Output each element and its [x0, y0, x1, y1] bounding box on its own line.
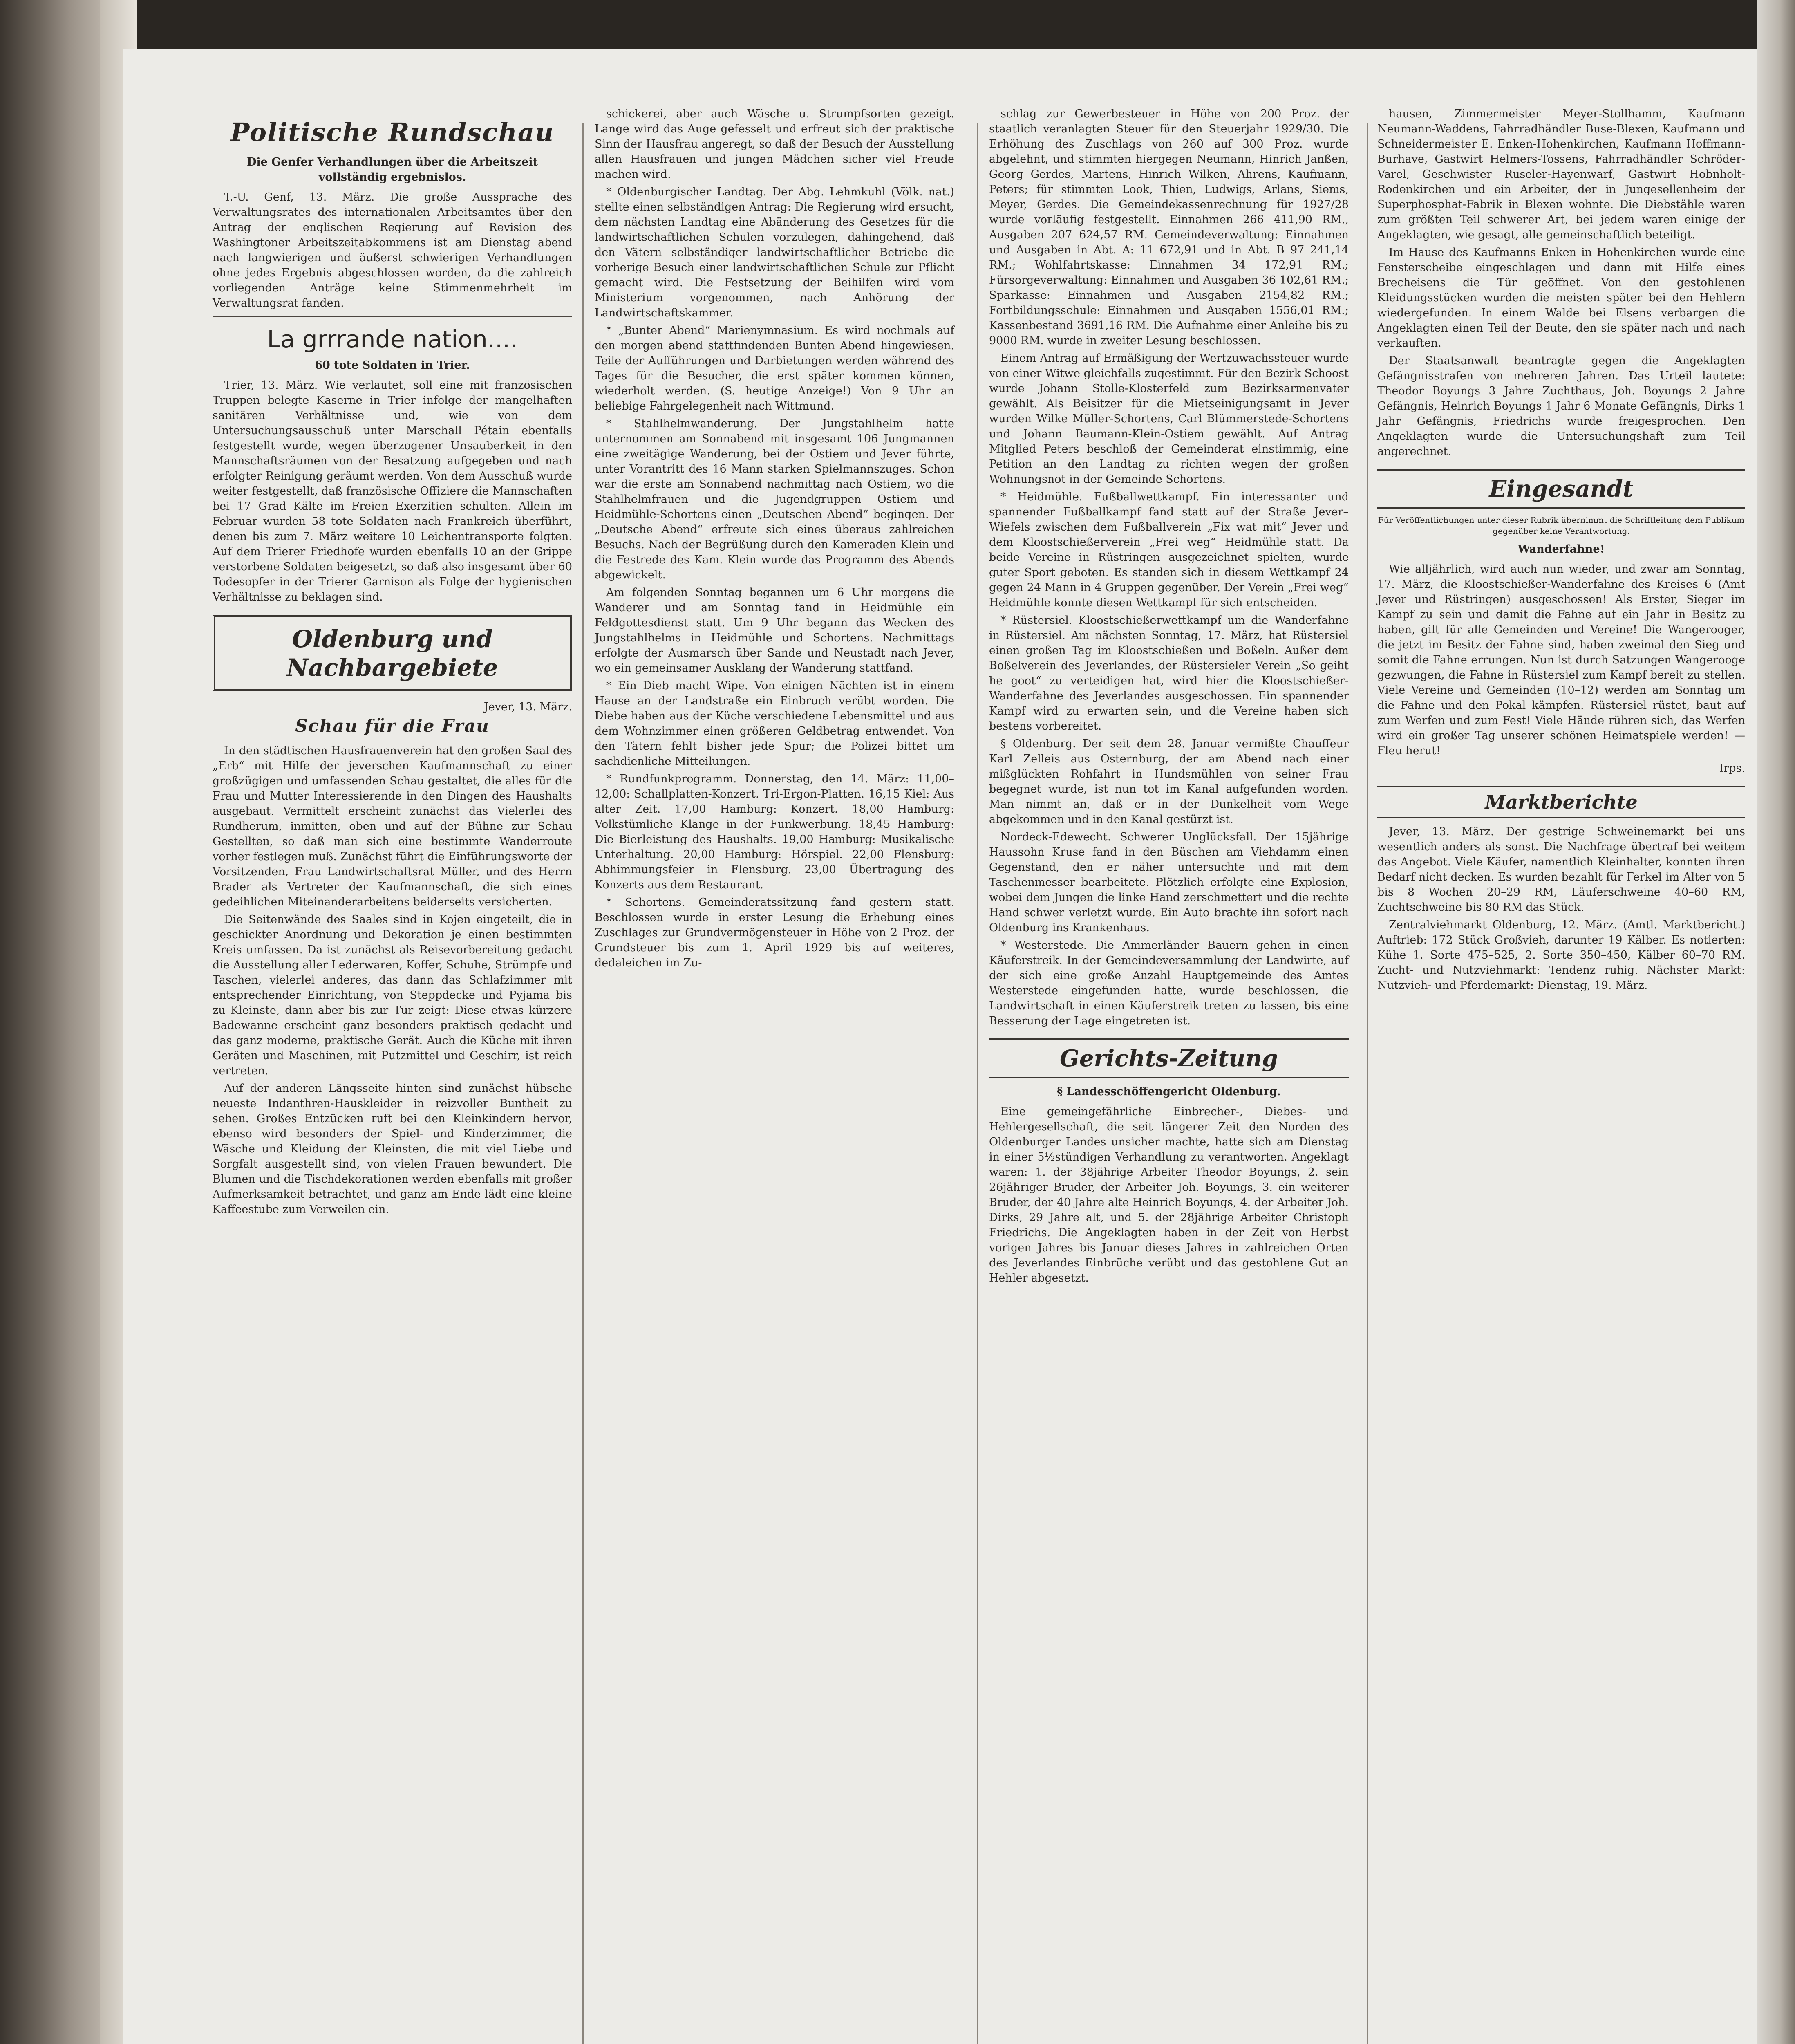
article-text: hausen, Zimmermeister Meyer-Stollhamm, Kaufmann Neumann-Waddens, Fahrradhändler Buse-Blexen, Kaufmann und Schneidermeister E. Enken-Hohenkirchen, Kaufmann Hoffmann-Burhave, Gastwirt Helmers-Tossens, Fahrradhändler Schröder-Varel, Geschwister Ruseler-Hayenwarf, Gastwirt Hobnholt-Rodenkirchen und ein Arbeiter, der in Jungesellenheim der Superphosphat-Fabrik in Blexen wohnte. Die Diebstähle waren zum größten Teil schwerer Art, bei jedem waren einige der Angeklagten, wie gesagt, alle gemeinschaftlich beteiligt. [1377, 108, 1745, 241]
page-right-edge [1757, 0, 1795, 2044]
article-text: schlag zur Gewerbesteuer in Höhe von 200 Proz. der staatlich veranlagten Steuer für den Steuerjahr 1929/30. Die Erhöhung des Zuschlags von 260 auf 300 Proz. wurde abgelehnt, und stimmten hiergegen Neumann, Hinrich Janßen, Georg Gerdes, Martens, Hinrich Wilken, Ahrens, Kaufmann, Peters; für stimmten Look, Thien, Ludwigs, Arlans, Siems, Meyer, Gerdes. Die Gemeindekassenrechnung für 1927/28 wurde vorläufig festgestellt. Einnahmen 266 411,90 RM., Ausgaben 207 624,57 RM. Gemeindeverwaltung: Einnahmen und Ausgaben in Abt. A: 11 672,91 und in Abt. B 97 241,14 RM.; Wohlfahrtskasse: Einnahmen 34 172,91 RM.; Fürsorgeverwaltung: Einnahmen und Ausgaben 36 102,61 RM.; Sparkasse: Einnahmen und Ausgaben 2154,82 RM.; Fortbildungsschule: Einnahmen und Ausgaben 1556,01 RM.; Kassenbestand 3691,16 RM. Die Aufnahme einer Anleihe bis zu 9000 RM. wurde in zweiter Lesung beschlossen. [989, 108, 1349, 347]
article-unglueck: Nordeck-Edewecht. Schwerer Unglücksfall. Der 15jährige Haussohn Kruse fand in den Büschen am Viehdamm einen Gegenstand, den er näher untersuchte und mit dem Taschenmesser bearbeitete. Plötzlich erfolgte eine Explosion, wobei dem Jungen die linke Hand zerschmettert und die rechte Hand schwer verletzt wurde. Ein Auto brachte ihn sofort nach Oldenburg ins Krankenhaus. [989, 831, 1349, 934]
article-westerstede: * Westerstede. Die Ammerländer Bauern gehen in einen Käuferstreik. In der Gemeindeversammlung der Landwirte, auf der sich eine große Anzahl Hauptgemeinde des Amtes Westerstede eingefunden hatte, wurde beschlossen, die Landwirtschaft in einen Käuferstreik treten zu lassen, bis eine Besserung der Lage eingetreten ist. [989, 939, 1349, 1027]
article-text: Im Hause des Kaufmanns Enken in Hohenkirchen wurde eine Fensterscheibe eingeschlagen und dann mit Hilfe eines Brecheisens die Tür geöffnet. Von den gestohlenen Kleidungsstücken wurden die meisten später bei den Hehlern wiedergefunden. In einem Walde bei Elsens verbargen die Angeklagten einen Teil der Beute, den sie später nach und nach verkauften. [1377, 246, 1745, 350]
markt-article: Zentralviehmarkt Oldenburg, 12. März. (Amtl. Marktbericht.) Auftrieb: 172 Stück Großvieh, darunter 19 Kälber. Es notierten: Kühe 1. Sorte 475–525, 2. Sorte 350–450, Kälber 60–70 RM. Zucht- und Nutzviehmarkt: Tendenz ruhig. Nächster Markt: Nutzvieh- und Pferdemarkt: Dienstag, 19. März. [1377, 919, 1745, 992]
column-divider [582, 123, 584, 2044]
article-schortens: * Schortens. Gemeinderatssitzung fand gestern statt. Beschlossen wurde in erster Lesung die Erhebung eines Zuschlages zur Grundvermögensteuer in Höhe von 2 Proz. der Grundsteuer bis zum 1. April 1929 bis auf weiteres, dedaleichen im Zu- [595, 896, 954, 969]
frau-heading: Schau für die Frau [295, 716, 490, 736]
oldenburg-section-box: Oldenburg und Nachbargebiete [213, 615, 572, 691]
column-4 [1377, 106, 1745, 995]
column-2 [595, 106, 954, 973]
article-stahlhelm: * Stahlhelmwanderung. Der Jungstahlhelm hatte unternommen am Sonnabend mit insgesamt 106 Jungmannen eine zweitägige Wanderung, bei der Ostiem und Jever führte, unter Vorantritt des 16 Mann starken Spielmannszuges. Schon war die erste am Sonnabend nachmittag nach Ostiem, wo die Stahlhelmfrauen und die Jugendgruppen Ostiem und Heidmühle-Schortens einen „Deutschen Abend“ begingen. Der „Deutsche Abend“ erfreute sich eines überaus zahlreichen Besuchs. Nach der Begrüßung durch den Kameraden Klein und die Festrede des Kam. Klein wurde das Programm des Abends abgewickelt. [595, 417, 954, 581]
column-1 [213, 106, 572, 1219]
signature: Irps. [1719, 762, 1745, 775]
gericht-heading: Gerichts-Zeitung [989, 1038, 1349, 1078]
geneva-heading: Die Genfer Verhandlungen über die Arbeitszeit vollständig ergebnislos. [246, 156, 538, 184]
gericht-article: Eine gemeingefährliche Einbrecher-, Diebes- und Hehlergesellschaft, die seit längerer Zeit den Norden des Oldenburger Landes unsicher machte, hatte sich am Dienstag in einer 5½stündigen Verhandlung zu verantworten. Angeklagt waren: 1. der 38jährige Arbeiter Theodor Boyungs, 2. sein 26jähriger Bruder, der Arbeiter Joh. Boyungs, 3. ein weiterer Bruder, der 40 Jahre alte Heinrich Boyungs, 4. der Arbeiter Joh. Dirks, 29 Jahre alt, und 5. der 28jährige Arbeiter Christoph Friedrichs. Die Angeklagten haben in der Zeit von Herbst vorigen Jahres bis Januar dieses Jahres in zahlreichen Orten des Jeverlandes Einbrüche verübt und das gestohlene Gut an Hehler abgesetzt. [989, 1105, 1349, 1284]
eingesandt-note: Für Veröffentlichungen unter dieser Rubrik übernimmt die Schriftleitung dem Publikum gegenüber keine Verantwortung. [1378, 515, 1745, 536]
article-fussball: * Heidmühle. Fußballwettkampf. Ein interessanter und spannender Fußballkampf fand statt auf der Straße Jever–Wiefels zwischen dem Fußballverein „Fix wat mit“ Jever und dem Kloostschießerverein „Frei weg“ Heidmühle statt. Da beide Vereine in Rüstringen ausgezeichnet spielten, wurde guter Sport geboten. Es standen sich in diesem Wettkampf 24 gegen 24 Mann in 4 Gruppen gegenüber. Der Verein „Frei weg“ Heidmühle konnte diesen Wettkampf für sich entscheiden. [989, 491, 1349, 609]
eingesandt-text: Wie alljährlich, wird auch nun wieder, und zwar am Sonntag, 17. März, die Kloostschießer-Wanderfahne des Kreises 6 (Amt Jever und Rüstringen) ausgeschossen! Als Erster, Sieger im Kampf zu sein und damit die Fahne auf ein Jahr in Besitz zu haben, gilt für alle Gemeinden und Vereine! Die Wangerooger, die jetzt im Besitz der Fahne sind, haben zweimal den Sieg und somit die Fahne errungen. Nun ist durch Satzungen Wangerooge gezwungen, die Fahne in Rüstersiel zum Kampf bereit zu stellen. Viele Vereine und Gemeinden (10–12) werden am Sonntag um die Fahne und den Pokal kämpfen. Rüstersiel rüstet, baut auf zum Werfen und zum Fest! Viele Hände rühren sich, das Werfen wird ein großer Tag unserer schönen Heimatspiele werden! — Fleu herut! [1377, 563, 1745, 757]
dateline: Jever, 13. März. [483, 701, 572, 713]
article-rundfunk: * Rundfunkprogramm. Donnerstag, den 14. März: 11,00–12,00: Schallplatten-Konzert. Tri-Ergon-Platten. 16,15 Kiel: Aus alter Zeit. 17,00 Hamburg: Konzert. 18,00 Hamburg: Volkstümliche Klänge in der Funkwerbung. 18,45 Hamburg: Die Bierleistung des Haushalts. 19,00 Hamburg: Musikalische Unterhaltung. 20,00 Hamburg: Hörspiel. 22,00 Flensburg: Abhimmungsfeier in Flensburg. 23,00 Übertragung des Konzerts aus dem Restaurant. [595, 773, 954, 891]
book-binding-edge [0, 0, 100, 2044]
trier-subheading: 60 tote Soldaten in Trier. [315, 359, 470, 372]
article-text: schickerei, aber auch Wäsche u. Strumpfsorten gezeigt. Lange wird das Auge gefesselt und erfreut sich der praktische Sinn der Hausfrau angeregt, so daß der Besuch der Ausstellung allen Hausfrauen und jungen Mädchen sicher viel Freude machen wird. [595, 108, 954, 181]
article-stahlhelm-2: Am folgenden Sonntag begannen um 6 Uhr morgens die Wanderer und am Sonntag fand in Heidmühle ein Feldgottesdienst statt. Um 9 Uhr begann das Wecken des Jungstahlhelms in Heidmühle und Schortens. Nachmittags erfolgte der Ausmarsch über Sande und Neustadt nach Jever, wo ein gemeinsamer Ausklang der Wanderung stattfand. [595, 586, 954, 675]
column-divider [1367, 123, 1368, 2044]
gericht-subheading: § Landesschöffengericht Oldenburg. [1056, 1085, 1281, 1098]
markt-article: Jever, 13. März. Der gestrige Schweinemarkt bei uns wesentlich anders als sonst. Die Nachfrage übertraf bei weitem das Angebot. Viele Käufer, namentlich Kleinhalter, konnten ihren Bedarf nicht decken. Es wurden bezahlt für Ferkel im Alter von 5 bis 8 Wochen 20–29 RM, Läuferschweine 40–60 RM, Zuchtschweine bis 80 RM das Stück. [1377, 825, 1745, 914]
article-text: Einem Antrag auf Ermäßigung der Wertzuwachssteuer wurde von einer Witwe gleichfalls zugestimmt. Für den Bezirk Schoost wurde Johann Stolle-Klosterfeld zum Bezirksarmenvater gewählt. Als Beisitzer für die Mietseinigungsamt in Jever wurden Wilke Müller-Schortens, Carl Blümmerstede-Schortens und Johann Baumann-Klein-Ostiem gewählt. Auf Antrag Mitglied Peters beschloß der Gemeinderat einstimmig, eine Petition an den Landtag zu richten wegen der großen Wohnungsnot in der Gemeinde Schortens. [989, 352, 1349, 486]
column-divider [977, 123, 978, 2044]
article-oldenburg: § Oldenburg. Der seit dem 28. Januar vermißte Chauffeur Karl Zelleis aus Osternburg, der am Abend nach einer mißglückten Rohfahrt in Hundsmühlen von seiner Frau begegnet wurde, ist nun tot im Kanal aufgefunden worden. Man nimmt an, daß er in der Dunkelheit vom Wege abgekommen und in den Kanal gestürzt ist. [989, 737, 1349, 826]
wanderfahne-heading: Wanderfahne! [1517, 543, 1605, 556]
article-landtag: * Oldenburgischer Landtag. Der Abg. Lehmkuhl (Völk. nat.) stellte einen selbständigen Antrag: Die Regierung wird ersucht, dem nächsten Landtag eine Abänderung des Gesetzes für die landwirtschaftlichen Schulen vorzulegen, dahingehend, daß den Vätern selbständiger landwirtschaftlicher Betriebe die vorherige Besuch einer landwirtschaftlichen Schule zur Pflicht gemacht wird. Die Festsetzung der Beihilfen wird vom Ministerium vorgenommen, nach Anhörung der Landwirtschaftskammer. [595, 186, 954, 319]
article-ruestersiel: * Rüstersiel. Kloostschießerwettkampf um die Wanderfahne in Rüstersiel. Am nächsten Sonntag, 17. März, hat Rüstersiel einen großen Tag im Kloostschießen und Boßeln. Außer dem Boßelverein des Jeverlandes, der Rüstersieler Verein „So geiht he goot“ zu verteidigen hat, wird hier die Kloostschießer-Wanderfahne des Jeverlandes ausgeschossen. Ein spannender Kampf wird zu erwarten sein, und die Vereine haben sich bestens vorbereitet. [989, 614, 1349, 733]
frau-paragraph: Die Seitenwände des Saales sind in Kojen eingeteilt, die in geschickter Anordnung und Dekoration je einen bestimmten Kreis umfassen. Da ist zunächst als Reisevorbereitung gedacht die Ausstellung aller Lederwaren, Koffer, Schuhe, Strümpfe und Taschen, vielerlei anderes, das dann das Schlafzimmer mit entsprechender Einrichtung, von Steppdecke und Pyjama bis zu Kleinste, dann aber bis zur Tür zeigt: Diese etwas kürzere Badewanne erscheint ganz besonders praktisch gedacht und das ganz moderne, praktische Gerät. Auch die Küche mit ihren Geräten und Maschinen, mit Putzmittel und Geschirr, ist reich vertreten. [213, 913, 572, 1077]
geneva-article: T.-U. Genf, 13. März. Die große Aussprache des Verwaltungsrates des internationalen Arbeitsamtes über den Antrag der englischen Regierung auf Revision des Washingtoner Arbeitszeitabkommens ist am Dienstag abend nach langwierigen und äußerst schwierigen Verhandlungen ohne jedes Ergebnis abgeschlossen worden, da die zahlreich vorliegenden Anträge keine Stimmenmehrheit im Verwaltungsrat fanden. [213, 191, 572, 309]
article-text: Der Staatsanwalt beantragte gegen die Angeklagten Gefängnisstrafen von mehreren Jahren. Das Urteil lautete: Theodor Boyungs 3 Jahre Zuchthaus, Joh. Boyungs 2 Jahre Gefängnis, Heinrich Boyungs 1 Jahr 6 Monate Gefängnis, Dirks 1 Jahr Gefängnis, Friedrichs wurde freigesprochen. Den Angeklagten wurde die Untersuchungshaft zum Teil angerechnet. [1377, 354, 1745, 458]
markt-heading: Marktberichte [1377, 786, 1745, 818]
frau-paragraph: In den städtischen Hausfrauenverein hat den großen Saal des „Erb“ mit Hilfe der jeverschen Kaufmannschaft zu einer großzügigen und umfassenden Schau gestaltet, die alles für die Frau und Mutter Interessierende in den Dingen des Haushalts ausgebaut. Vermittelt erscheint zunächst das Vielerlei des Rundherum, inmitten, oben und auf der Bühne zur Schau Gestellten, so daß man sich eine bestimmte Wanderroute vorher festlegen muß. Zunächst führt die Einführungsworte der Vorsitzenden, Frau Landwirtschaftsrat Müller, und des Herrn Brader als Vertreter der Kaufmannschaft, die sich eines gedeihlichen Miteinanderarbeitens beiderseits versicherten. [213, 744, 572, 908]
trier-article: Trier, 13. März. Wie verlautet, soll eine mit französischen Truppen belegte Kaserne in Trier infolge der mangelhaften sanitären Verhältnisse und, wie von dem Untersuchungsausschuß unter Marschall Pétain ebenfalls festgestellt wurde, wegen überzogener Unsauberkeit in den Mannschaftsräumen von der Besatzung aufgegeben und nach erfolgter Reinigung geräumt werden. Von dem Ausschuß wurde weiter festgestellt, daß französische Offiziere die Mannschaften bei 17 Grad Kälte im Freien Exerzitien schulten. Allein im Februar wurden 58 tote Soldaten nach Frankreich überführt, denen bis zum 7. März weitere 10 Leichentransporte folgten. Auf dem Trierer Friedhofe wurden ebenfalls 10 an der Grippe verstorbene Soldaten beigesetzt, so daß also insgesamt über 60 Todesopfer in der Trierer Garnison als Folge der hygienischen Verhältnisse zu beklagen sind. [213, 379, 572, 603]
nation-heading: La grrrande nation.... [267, 325, 518, 353]
section-title-politics: Politische Rundschau [230, 117, 555, 147]
eingesandt-heading: Eingesandt [1377, 469, 1745, 509]
article-diebstahl: * Ein Dieb macht Wipe. Von einigen Nächten ist in einem Hause an der Landstraße ein Einbruch verübt worden. Die Diebe haben aus der Küche verschiedene Lebensmittel und aus dem Wohnzimmer einen größeren Geldbetrag entwendet. Von den Tätern fehlt bisher jede Spur; die Polizei bittet um sachdienliche Mitteilungen. [595, 679, 954, 768]
divider [213, 316, 572, 317]
article-bunter-abend: * „Bunter Abend“ Marienymnasium. Es wird nochmals auf den morgen abend stattfindenden Bunten Abend hingewiesen. Teile der Aufführungen und Darbietungen werden während des Tages für die Besucher, die erst später kommen können, wiederholt werden. (S. heutige Anzeige!) Von 9 Uhr an beliebige Fahrgelegenheit nach Wittmund. [595, 324, 954, 412]
frau-paragraph: Auf der anderen Längsseite hinten sind zunächst hübsche neueste Indanthren-Hauskleider in reizvoller Buntheit zu sehen. Großes Entzücken ruft bei den Kleinkindern hervor, ebenso wird besonders der Spiel- und Kinderzimmer, die Wäsche und Kleidung der Kleinsten, die mit viel Liebe und Sorgfalt ausgestellt sind, von vielen Frauen bewundert. Die Blumen und die Tischdekorationen werden ebenfalls mit großer Aufmerksamkeit betrachtet, und ganz am Ende lädt eine kleine Kaffeestube zum Verweilen ein. [213, 1082, 572, 1216]
column-3 [989, 106, 1349, 1288]
